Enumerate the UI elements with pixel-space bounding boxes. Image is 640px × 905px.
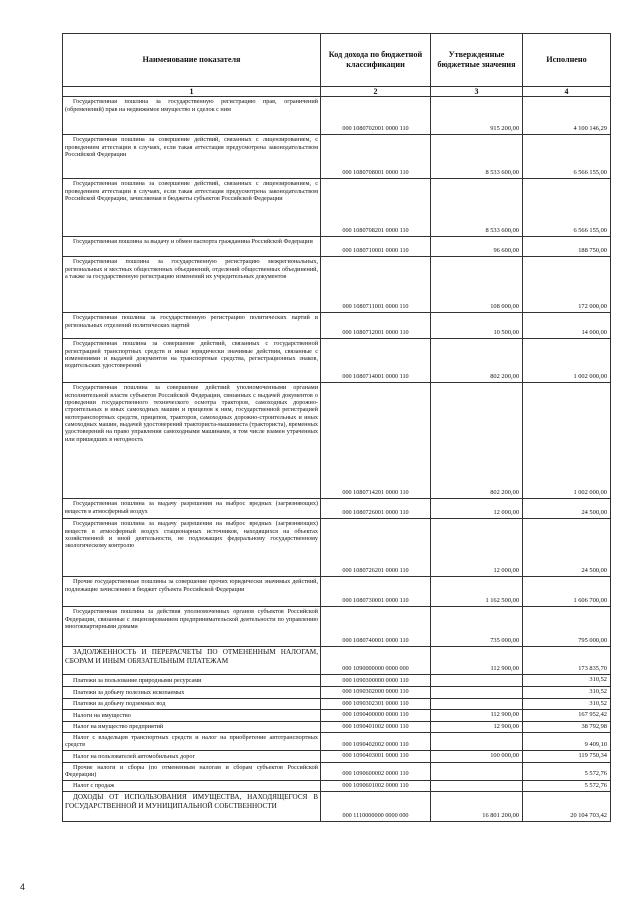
- col-number-2: 2: [321, 87, 431, 97]
- row-name: Государственная пошлина за совершение действий, связанных с лицензированием, с проведением аттестации в случаях, если такая аттестация предусмотрена законодательством Российской Федерации, зачисляемая в бюджеты субъектов Российской Федерации: [63, 179, 321, 237]
- revenue-table: [62, 33, 611, 822]
- row-executed: 310,52: [523, 675, 611, 687]
- row-code: 000 1110000000 0000 000: [321, 792, 431, 822]
- header-executed: Исполнено: [523, 34, 611, 87]
- row-name: Платежи за добычу полезных ископаемых: [63, 686, 321, 698]
- row-name: Налоги на имущество: [63, 710, 321, 722]
- row-approved: 16 801 200,00: [431, 792, 523, 822]
- table-row: [63, 762, 611, 780]
- row-code: 000 1080714001 0000 110: [321, 339, 431, 383]
- table-row: [63, 313, 611, 339]
- row-approved: [431, 686, 523, 698]
- table-header-row: [63, 34, 611, 87]
- header-code: Код дохода по бюджетной классификации: [321, 34, 431, 87]
- row-executed: 1 002 000,00: [523, 383, 611, 499]
- table-row: [63, 577, 611, 607]
- row-code: 000 1090600002 0000 110: [321, 762, 431, 780]
- row-name: Государственная пошлина за выдачу и обмен паспорта гражданина Российской Федерации: [63, 237, 321, 257]
- table-row: [63, 179, 611, 237]
- row-approved: 735 000,00: [431, 607, 523, 647]
- row-name: Государственная пошлина за совершение действий, связанных с государственной регистрацией транспортных средств и иные юридически значимые действия, связанные с изменениями и выдачей документов на транспортные средства, регистрационных знаков, водительских удостоверений: [63, 339, 321, 383]
- row-executed: 310,52: [523, 698, 611, 710]
- row-approved: 8 533 600,00: [431, 135, 523, 179]
- row-approved: 915 200,00: [431, 97, 523, 135]
- row-name: Налог на имущество предприятий: [63, 721, 321, 733]
- table-row: [63, 686, 611, 698]
- row-approved: 8 533 600,00: [431, 179, 523, 237]
- row-code: 000 1090401002 0000 110: [321, 721, 431, 733]
- row-approved: [431, 780, 523, 792]
- row-code: 000 1090302000 0000 110: [321, 686, 431, 698]
- row-code: 000 1090601002 0000 110: [321, 780, 431, 792]
- table-row: [63, 519, 611, 577]
- row-name: Государственная пошлина за выдачу разрешения на выброс вредных (загрязняющих) веществ в атмосферный воздух: [63, 499, 321, 519]
- row-approved: 96 600,00: [431, 237, 523, 257]
- row-executed: 310,52: [523, 686, 611, 698]
- row-executed: 6 566 155,00: [523, 135, 611, 179]
- row-executed: 20 104 703,42: [523, 792, 611, 822]
- row-name: Государственная пошлина за совершение действий уполномоченными органами исполнительной власти субъектов Российской Федерации, связанных с выдачей документов о проведении государственного технического осмотра тракторов, самоходных дорожно-строительных и иных самоходных машин и прицепов к ним, государственной регистрацией мототранспортных средств, прицепов, тракторов, самоходных дорожно-строительных и иных самоходных машин, выдачей удостоверений тракториста-машиниста (тракториста), временных удостоверений на право управления самоходными машинами, в том числе взамен утраченных или пришедших в негодность: [63, 383, 321, 499]
- table-row: [63, 698, 611, 710]
- table-row: [63, 710, 611, 722]
- column-number-row: [63, 87, 611, 97]
- row-executed: 172 000,00: [523, 257, 611, 313]
- row-approved: 12 900,00: [431, 721, 523, 733]
- row-approved: [431, 675, 523, 687]
- row-code: 000 1090403001 0000 110: [321, 751, 431, 763]
- row-code: 000 1090400000 0000 110: [321, 710, 431, 722]
- row-executed: 173 835,70: [523, 647, 611, 675]
- row-code: 000 1090000000 0000 000: [321, 647, 431, 675]
- row-name: ДОХОДЫ ОТ ИСПОЛЬЗОВАНИЯ ИМУЩЕСТВА, НАХОДЯЩЕГОСЯ В ГОСУДАРСТВЕННОЙ И МУНИЦИПАЛЬНОЙ СОБСТВЕННОСТИ: [63, 792, 321, 822]
- row-name: Государственная пошлина за государственную регистрацию прав, ограничений (обременений) прав на недвижимое имущество и сделок с ним: [63, 97, 321, 135]
- header-name: Наименование показателя: [63, 34, 321, 87]
- row-name: Налог с продаж: [63, 780, 321, 792]
- row-approved: 112 900,00: [431, 647, 523, 675]
- table-row: [63, 97, 611, 135]
- row-name: Налог с владельцев транспортных средств и налог на приобретение автотранспортных средств: [63, 733, 321, 751]
- table-row: [63, 780, 611, 792]
- table-row: [63, 733, 611, 751]
- row-executed: 119 750,34: [523, 751, 611, 763]
- row-executed: 188 750,00: [523, 237, 611, 257]
- table-row: [63, 257, 611, 313]
- budget-table-sheet: [62, 33, 610, 822]
- row-executed: 6 566 155,00: [523, 179, 611, 237]
- row-code: 000 1080714201 0000 110: [321, 383, 431, 499]
- table-row: [63, 751, 611, 763]
- table-row: [63, 339, 611, 383]
- row-executed: 795 000,00: [523, 607, 611, 647]
- row-executed: 14 000,00: [523, 313, 611, 339]
- row-name: ЗАДОЛЖЕННОСТЬ И ПЕРЕРАСЧЕТЫ ПО ОТМЕНЕННЫМ НАЛОГАМ, СБОРАМ И ИНЫМ ОБЯЗАТЕЛЬНЫМ ПЛАТЕЖАМ: [63, 647, 321, 675]
- row-approved: 12 000,00: [431, 499, 523, 519]
- row-executed: 9 409,10: [523, 733, 611, 751]
- row-executed: 1 606 700,00: [523, 577, 611, 607]
- row-approved: [431, 762, 523, 780]
- row-approved: 12 000,00: [431, 519, 523, 577]
- col-number-1: 1: [63, 87, 321, 97]
- row-approved: [431, 733, 523, 751]
- row-name: Налог на пользователей автомобильных дорог: [63, 751, 321, 763]
- row-name: Государственная пошлина за совершение действий, связанных с лицензированием, с проведением аттестации в случаях, если такая аттестация предусмотрена законодательством Российской Федерации: [63, 135, 321, 179]
- row-name: Прочие налоги и сборы (по отмененным налогам и сборам субъектов Российской Федерации): [63, 762, 321, 780]
- row-approved: 108 000,00: [431, 257, 523, 313]
- row-code: 000 1080711001 0000 110: [321, 257, 431, 313]
- row-code: 000 1090402002 0000 110: [321, 733, 431, 751]
- row-executed: 5 572,76: [523, 780, 611, 792]
- row-executed: 4 100 146,29: [523, 97, 611, 135]
- row-code: 000 1090300000 0000 110: [321, 675, 431, 687]
- row-code: 000 1080740001 0000 110: [321, 607, 431, 647]
- row-code: 000 1080702001 0000 110: [321, 97, 431, 135]
- row-code: 000 1080708201 0000 110: [321, 179, 431, 237]
- table-row: [63, 647, 611, 675]
- row-executed: 1 002 000,00: [523, 339, 611, 383]
- row-code: 000 1080726001 0000 110: [321, 499, 431, 519]
- row-approved: 112 900,00: [431, 710, 523, 722]
- table-row: [63, 135, 611, 179]
- row-approved: 802 200,00: [431, 383, 523, 499]
- row-name: Прочие государственные пошлины за совершение прочих юридически значимых действий, подлежащие зачислению в бюджет субъекта Российской Федерации: [63, 577, 321, 607]
- row-code: 000 1080710001 0000 110: [321, 237, 431, 257]
- page-number: 4: [20, 882, 26, 892]
- table-body: [63, 87, 611, 822]
- table-row: [63, 383, 611, 499]
- row-name: Платежи за добычу подземных вод: [63, 698, 321, 710]
- row-code: 000 1080712001 0000 110: [321, 313, 431, 339]
- row-code: 000 1080730001 0000 110: [321, 577, 431, 607]
- row-approved: 802 200,00: [431, 339, 523, 383]
- header-approved: Утвержденные бюджетные значения: [431, 34, 523, 87]
- col-number-3: 3: [431, 87, 523, 97]
- row-name: Государственная пошлина за выдачу разрешения на выброс вредных (загрязняющих) веществ в атмосферный воздух стационарных источников, находящихся на объектах хозяйственной и иной деятельности, не подлежащих федеральному государственному экологическому контролю: [63, 519, 321, 577]
- col-number-4: 4: [523, 87, 611, 97]
- row-approved: 100 000,00: [431, 751, 523, 763]
- row-approved: 1 162 500,00: [431, 577, 523, 607]
- row-name: Платежи за пользование природными ресурсами: [63, 675, 321, 687]
- table-row: [63, 721, 611, 733]
- row-executed: 167 952,42: [523, 710, 611, 722]
- row-executed: 24 500,00: [523, 499, 611, 519]
- row-executed: 5 572,76: [523, 762, 611, 780]
- table-row: [63, 499, 611, 519]
- row-executed: 38 792,98: [523, 721, 611, 733]
- table-row: [63, 607, 611, 647]
- row-code: 000 1080726201 0000 110: [321, 519, 431, 577]
- table-row: [63, 237, 611, 257]
- row-approved: [431, 698, 523, 710]
- row-code: 000 1080708001 0000 110: [321, 135, 431, 179]
- table-row: [63, 675, 611, 687]
- row-approved: 10 500,00: [431, 313, 523, 339]
- row-name: Государственная пошлина за действия уполномоченных органов субъектов Российской Федерации, связанные с лицензированием предпринимательской деятельности по управлению многоквартирными домами: [63, 607, 321, 647]
- row-name: Государственная пошлина за государственную регистрацию межрегиональных, региональных и местных общественных объединений, отделений общественных объединений, а также за государственную регистрацию изменений их учредительных документов: [63, 257, 321, 313]
- table-row: [63, 792, 611, 822]
- row-name: Государственная пошлина за государственную регистрацию политических партий и региональных отделений политических партий: [63, 313, 321, 339]
- row-code: 000 1090302301 0000 110: [321, 698, 431, 710]
- row-executed: 24 500,00: [523, 519, 611, 577]
